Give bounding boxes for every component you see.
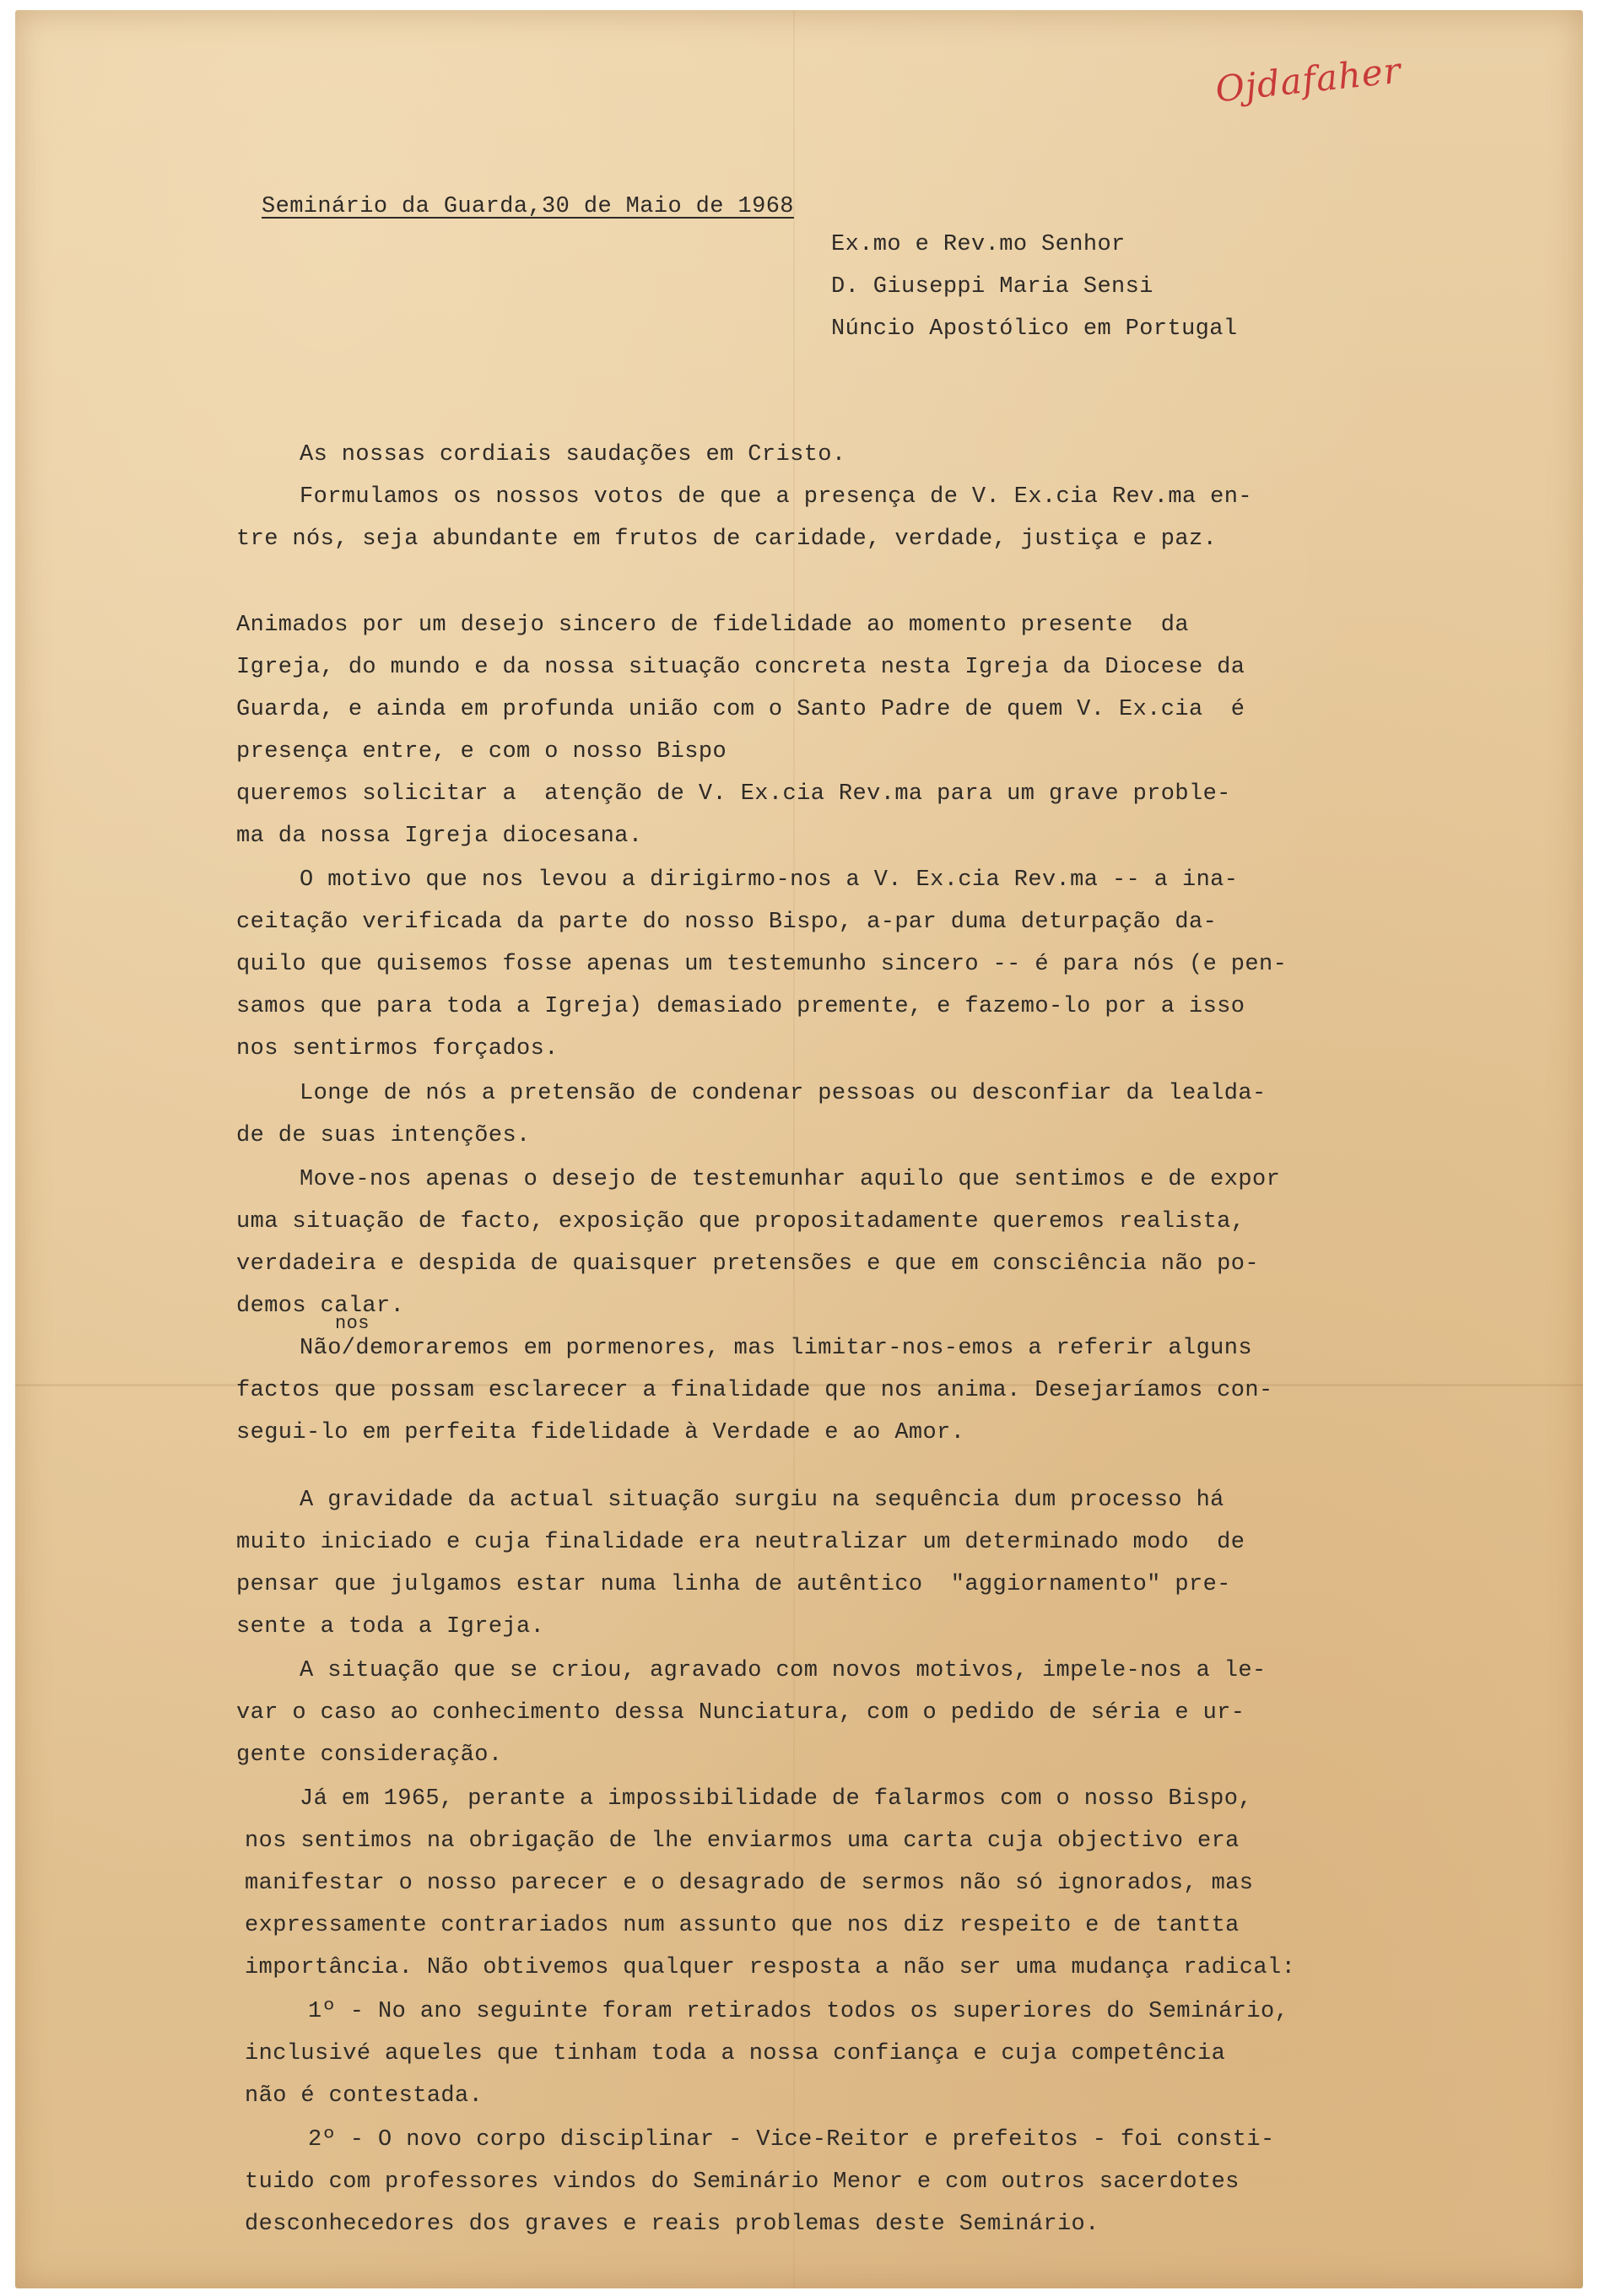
body-line: não é contestada. bbox=[245, 2083, 483, 2109]
body-line: verdadeira e despida de quaisquer pretensões e que em consciência não po- bbox=[236, 1251, 1259, 1277]
body-line: pensar que julgamos estar numa linha de autêntico "aggiornamento" pre- bbox=[236, 1572, 1231, 1597]
body-line: demos calar. bbox=[236, 1294, 405, 1319]
body-line: O motivo que nos levou a dirigirmo-nos a V. Ex.cia Rev.ma -- a ina- bbox=[300, 867, 1239, 893]
interlinear-note: nos bbox=[335, 1313, 370, 1334]
body-line: samos que para toda a Igreja) demasiado premente, e fazemo-lo por a isso bbox=[236, 994, 1245, 1019]
body-line: Move-nos apenas o desejo de testemunhar aquilo que sentimos e de expor bbox=[300, 1167, 1281, 1192]
body-line: Guarda, e ainda em profunda união com o Santo Padre de quem V. Ex.cia é bbox=[236, 697, 1245, 722]
body-line: ma da nossa Igreja diocesana. bbox=[236, 824, 643, 849]
body-line: ceitação verificada da parte do nosso Bispo, a-par duma deturpação da- bbox=[236, 910, 1218, 935]
handwritten-annotation: Ojdafaher bbox=[1213, 49, 1403, 111]
body-line: Formulamos os nossos votos de que a presença de V. Ex.cia Rev.ma en- bbox=[300, 484, 1252, 510]
body-line: desconhecedores dos graves e reais problemas deste Seminário. bbox=[245, 2212, 1099, 2237]
body-line: Não/demoraremos em pormenores, mas limitar-nos-emos a referir alguns bbox=[300, 1336, 1252, 1361]
body-line: A situação que se criou, agravado com novos motivos, impele-nos a le- bbox=[300, 1658, 1267, 1683]
body-line: var o caso ao conhecimento dessa Nunciatura, com o pedido de séria e ur- bbox=[236, 1700, 1245, 1726]
body-line: inclusivé aqueles que tinham toda a nossa confiança e cuja competência bbox=[245, 2041, 1226, 2066]
body-line: 2º - O novo corpo disciplinar - Vice-Reitor e prefeitos - foi consti- bbox=[308, 2127, 1275, 2153]
body-line: uma situação de facto, exposição que propositadamente queremos realista, bbox=[236, 1209, 1245, 1234]
body-line: Igreja, do mundo e da nossa situação concreta nesta Igreja da Diocese da bbox=[236, 655, 1245, 680]
body-line: nos sentimos na obrigação de lhe enviarmos uma carta cuja objectivo era bbox=[245, 1829, 1240, 1854]
body-line: manifestar o nosso parecer e o desagrado de sermos não só ignorados, mas bbox=[245, 1871, 1254, 1896]
body-line: 1º - No ano seguinte foram retirados todos os superiores do Seminário, bbox=[308, 1999, 1289, 2024]
body-line: expressamente contrariados num assunto que nos diz respeito e de tantta bbox=[245, 1913, 1240, 1938]
body-line: muito iniciado e cuja finalidade era neutralizar um determinado modo de bbox=[236, 1530, 1245, 1555]
body-line: quilo que quisemos fosse apenas um testemunho sincero -- é para nós (e pen- bbox=[236, 952, 1288, 977]
body-line: sente a toda a Igreja. bbox=[236, 1614, 545, 1640]
date-line: Seminário da Guarda,30 de Maio de 1968 bbox=[262, 194, 794, 219]
body-line: de de suas intenções. bbox=[236, 1123, 531, 1148]
body-line: tuido com professores vindos do Seminário Menor e com outros sacerdotes bbox=[245, 2169, 1240, 2195]
paper-sheet bbox=[15, 10, 1583, 2288]
body-line: Já em 1965, perante a impossibilidade de falarmos com o nosso Bispo, bbox=[300, 1786, 1252, 1812]
addressee-line-2: D. Giuseppi Maria Sensi bbox=[831, 274, 1153, 300]
body-line: A gravidade da actual situação surgiu na sequência dum processo há bbox=[300, 1488, 1224, 1513]
addressee-line-3: Núncio Apostólico em Portugal bbox=[831, 316, 1238, 342]
body-line: As nossas cordiais saudações em Cristo. bbox=[300, 442, 846, 467]
body-line: gente consideração. bbox=[236, 1742, 503, 1768]
body-line: factos que possam esclarecer a finalidade que nos anima. Desejaríamos con- bbox=[236, 1378, 1273, 1403]
body-line: tre nós, seja abundante em frutos de caridade, verdade, justiça e paz. bbox=[236, 527, 1218, 552]
body-line: presença entre, e com o nosso Bispo bbox=[236, 739, 727, 764]
body-line: importância. Não obtivemos qualquer resposta a não ser uma mudança radical: bbox=[245, 1955, 1296, 1980]
fold-line-vertical bbox=[793, 10, 795, 2288]
body-line: Animados por um desejo sincero de fidelidade ao momento presente da bbox=[236, 613, 1189, 638]
body-line: Longe de nós a pretensão de condenar pessoas ou desconfiar da lealda- bbox=[300, 1081, 1267, 1106]
addressee-line-1: Ex.mo e Rev.mo Senhor bbox=[831, 232, 1126, 257]
body-line: queremos solicitar a atenção de V. Ex.cia Rev.ma para um grave proble- bbox=[236, 781, 1231, 807]
body-line: segui-lo em perfeita fidelidade à Verdade e ao Amor. bbox=[236, 1420, 965, 1445]
body-line: nos sentirmos forçados. bbox=[236, 1036, 559, 1062]
